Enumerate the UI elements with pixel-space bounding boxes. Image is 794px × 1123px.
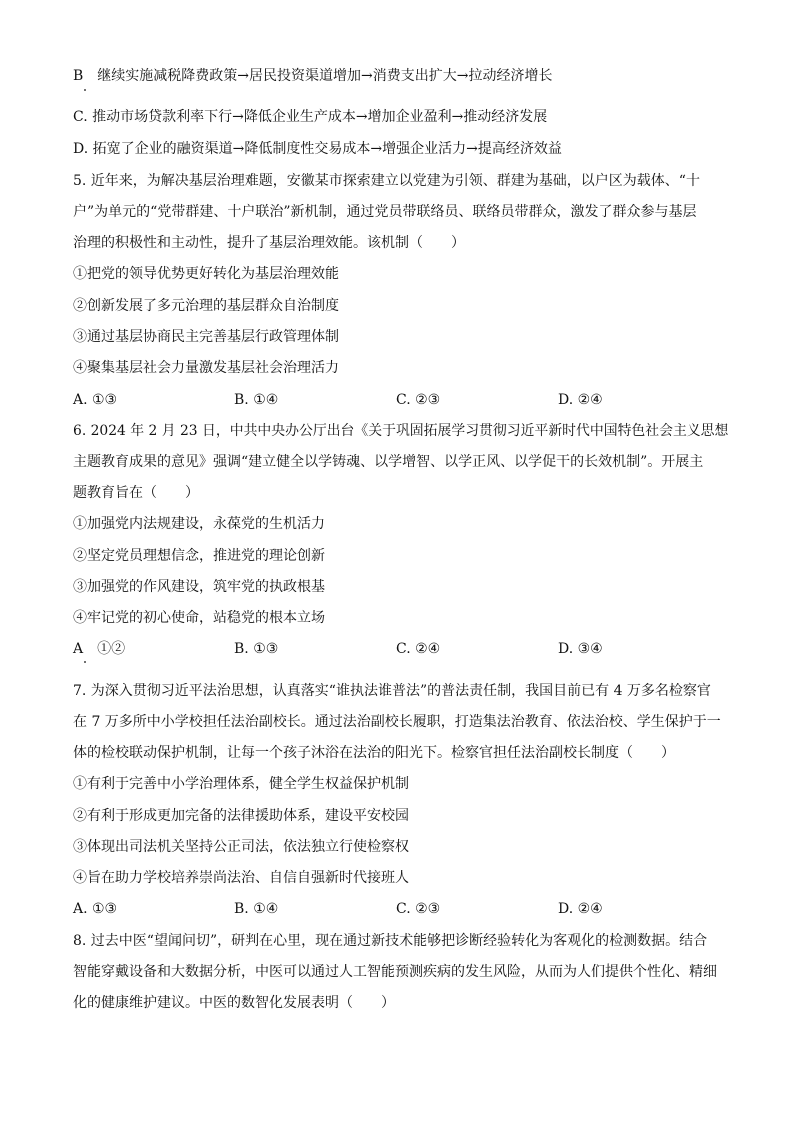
question-6-statement-4: ④牢记党的初心使命，站稳党的根本立场 (73, 610, 325, 626)
question-6-stem-line-3: 题教育旨在（ ） (73, 485, 199, 501)
question-7-stem-line-2: 在 7 万多所中小学校担任法治副校长。通过法治副校长履职，打造集法治教育、依法治校、学生保护于一 (73, 714, 721, 730)
question-5-statement-4: ④聚集基层社会力量激发基层社会治理活力 (73, 360, 339, 376)
question-7-choice-a: A. ①③ (73, 901, 118, 917)
question-7-statement-4: ④旨在助力学校培养崇尚法治、自信自强新时代接班人 (73, 870, 409, 886)
question-4-option-b: B 继续实施减税降费政策→居民投资渠道增加→消费支出扩大→拉动经济增长 (73, 68, 553, 84)
question-6-choice-b: B. ①③ (234, 641, 279, 657)
question-6-choice-c: C. ②④ (396, 641, 441, 657)
question-7-statement-1: ①有利于完善中小学治理体系，健全学生权益保护机制 (73, 776, 409, 792)
question-6-choice-a: A ①② (73, 641, 126, 657)
question-5-choice-a: A. ①③ (73, 392, 118, 408)
question-5-statement-1: ①把党的领导优势更好转化为基层治理效能 (73, 266, 339, 282)
question-5-choice-b: B. ①④ (234, 392, 279, 408)
question-8-stem-line-3: 化的健康维护建议。中医的数智化发展表明（ ） (73, 995, 395, 1011)
question-6-statement-2: ②坚定党员理想信念，推进党的理论创新 (73, 548, 325, 564)
question-6-statement-1: ①加强党内法规建设，永葆党的生机活力 (73, 516, 325, 532)
question-7-stem-line-3: 体的检校联动保护机制，让每一个孩子沐浴在法治的阳光下。检察官担任法治副校长制度（ ） (73, 745, 675, 761)
question-7-choice-c: C. ②③ (396, 901, 441, 917)
question-4-option-c: C. 推动市场贷款利率下行→降低企业生产成本→增加企业盈利→推动经济发展 (73, 109, 548, 125)
question-5-stem-line-2: 户”为单元的“党带群建、十户联治”新机制，通过党员带联络员、联络员带群众，激发了群众参与基层 (73, 204, 697, 220)
question-5-stem-line-3: 治理的积极性和主动性，提升了基层治理效能。该机制（ ） (73, 235, 465, 251)
artifact-dot (84, 661, 86, 663)
question-8-stem-line-1: 8. 过去中医“望闻问切”，研判在心里，现在通过新技术能够把诊断经验转化为客观化的检测数据。结合 (73, 933, 708, 949)
question-6-statement-3: ③加强党的作风建设，筑牢党的执政根基 (73, 579, 325, 595)
question-7-statement-3: ③体现出司法机关坚持公正司法，依法独立行使检察权 (73, 839, 409, 855)
question-6-stem-line-1: 6. 2024 年 2 月 23 日，中共中央办公厅出台《关于巩固拓展学习贯彻习近平新时代中国特色社会主义思想 (73, 423, 729, 439)
question-5-stem-line-1: 5. 近年来，为解决基层治理难题，安徽某市探索建立以党建为引领、群建为基础，以户区为载体、“十 (73, 173, 700, 189)
question-6-choice-d: D. ③④ (558, 641, 603, 657)
question-5-choice-d: D. ②④ (558, 392, 603, 408)
question-7-statement-2: ②有利于形成更加完备的法律援助体系，建设平安校园 (73, 808, 409, 824)
question-5-choice-c: C. ②③ (396, 392, 441, 408)
question-8-stem-line-2: 智能穿戴设备和大数据分析，中医可以通过人工智能预测疾病的发生风险，从而为人们提供个性化、精细 (73, 964, 717, 980)
question-6-stem-line-2: 主题教育成果的意见》强调“建立健全以学铸魂、以学增智、以学正风、以学促干的长效机制”。开展主 (73, 454, 704, 470)
question-7-choice-b: B. ①④ (234, 901, 279, 917)
question-5-statement-2: ②创新发展了多元治理的基层群众自治制度 (73, 298, 339, 314)
question-4-option-d: D. 拓宽了企业的融资渠道→降低制度性交易成本→增强企业活力→提高经济效益 (73, 141, 562, 157)
artifact-dot (84, 89, 86, 91)
question-7-choice-d: D. ②④ (558, 901, 603, 917)
question-5-statement-3: ③通过基层协商民主完善基层行政管理体制 (73, 329, 339, 345)
question-7-stem-line-1: 7. 为深入贯彻习近平法治思想，认真落实“谁执法谁普法”的普法责任制，我国目前已有 4 万多名检察官 (73, 683, 711, 699)
